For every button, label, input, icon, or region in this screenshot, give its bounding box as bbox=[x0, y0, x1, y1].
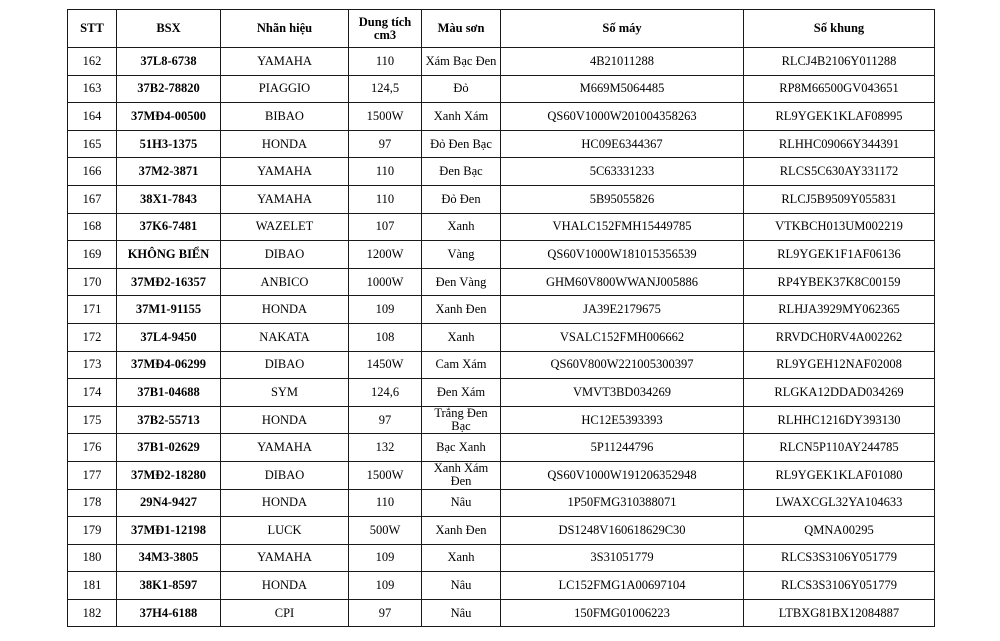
cell-frame-number: RL9YGEK1F1AF06136 bbox=[744, 241, 935, 269]
cell-color: Xanh Đen bbox=[422, 296, 501, 324]
cell-brand: BIBAO bbox=[221, 103, 349, 131]
cell-stt: 172 bbox=[68, 323, 117, 351]
cell-bsx: 37M1-91155 bbox=[117, 296, 221, 324]
cell-bsx: 37H4-6188 bbox=[117, 599, 221, 627]
cell-brand: CPI bbox=[221, 599, 349, 627]
cell-bsx: 37MĐ2-18280 bbox=[117, 461, 221, 489]
cell-capacity: 1500W bbox=[349, 103, 422, 131]
cell-frame-number: QMNA00295 bbox=[744, 517, 935, 545]
header-capacity: Dung tích cm3 bbox=[349, 10, 422, 48]
cell-stt: 181 bbox=[68, 572, 117, 600]
cell-color: Xanh bbox=[422, 213, 501, 241]
cell-engine-number: 5P11244796 bbox=[501, 434, 744, 462]
cell-stt: 165 bbox=[68, 130, 117, 158]
cell-engine-number: 1P50FMG310388071 bbox=[501, 489, 744, 517]
table-row bbox=[68, 572, 935, 600]
cell-color: Cam Xám bbox=[422, 351, 501, 379]
cell-bsx: 37MĐ2-16357 bbox=[117, 268, 221, 296]
table-row bbox=[68, 268, 935, 296]
cell-bsx: 34M3-3805 bbox=[117, 544, 221, 572]
cell-color: Nâu bbox=[422, 599, 501, 627]
cell-capacity: 97 bbox=[349, 406, 422, 434]
cell-color: Đỏ Đen bbox=[422, 185, 501, 213]
cell-stt: 180 bbox=[68, 544, 117, 572]
cell-bsx: 51H3-1375 bbox=[117, 130, 221, 158]
cell-capacity: 97 bbox=[349, 130, 422, 158]
cell-brand: DIBAO bbox=[221, 241, 349, 269]
table-row bbox=[68, 489, 935, 517]
cell-color: Vàng bbox=[422, 241, 501, 269]
cell-color: Xanh Xám bbox=[422, 103, 501, 131]
cell-engine-number: GHM60V800WWANJ005886 bbox=[501, 268, 744, 296]
header-stt: STT bbox=[68, 10, 117, 48]
cell-stt: 176 bbox=[68, 434, 117, 462]
cell-color: Xanh bbox=[422, 323, 501, 351]
cell-frame-number: RLHJA3929MY062365 bbox=[744, 296, 935, 324]
cell-capacity: 109 bbox=[349, 296, 422, 324]
cell-frame-number: RP8M66500GV043651 bbox=[744, 75, 935, 103]
header-frame-number: Số khung bbox=[744, 10, 935, 48]
cell-color: Trắng Đen Bạc bbox=[422, 406, 501, 434]
cell-capacity: 110 bbox=[349, 185, 422, 213]
cell-engine-number: QS60V1000W191206352948 bbox=[501, 461, 744, 489]
cell-frame-number: RP4YBEK37K8C00159 bbox=[744, 268, 935, 296]
cell-brand: YAMAHA bbox=[221, 158, 349, 186]
cell-brand: HONDA bbox=[221, 572, 349, 600]
cell-frame-number: RL9YGEK1KLAF08995 bbox=[744, 103, 935, 131]
cell-frame-number: RLCS5C630AY331172 bbox=[744, 158, 935, 186]
cell-color: Xám Bạc Đen bbox=[422, 48, 501, 76]
cell-bsx: 38K1-8597 bbox=[117, 572, 221, 600]
cell-bsx: KHÔNG BIỂN bbox=[117, 241, 221, 269]
cell-capacity: 132 bbox=[349, 434, 422, 462]
cell-color: Đỏ Đen Bạc bbox=[422, 130, 501, 158]
header-bsx: BSX bbox=[117, 10, 221, 48]
cell-stt: 171 bbox=[68, 296, 117, 324]
cell-engine-number: QS60V1000W181015356539 bbox=[501, 241, 744, 269]
cell-frame-number: RLHHC09066Y344391 bbox=[744, 130, 935, 158]
cell-brand: YAMAHA bbox=[221, 544, 349, 572]
cell-engine-number: 150FMG01006223 bbox=[501, 599, 744, 627]
cell-frame-number: RL9YGEK1KLAF01080 bbox=[744, 461, 935, 489]
table-row bbox=[68, 599, 935, 627]
cell-brand: HONDA bbox=[221, 489, 349, 517]
cell-frame-number: RLCJ5B9509Y055831 bbox=[744, 185, 935, 213]
cell-stt: 173 bbox=[68, 351, 117, 379]
header-color: Màu sơn bbox=[422, 10, 501, 48]
cell-frame-number: RLGKA12DDAD034269 bbox=[744, 379, 935, 407]
cell-engine-number: 4B21011288 bbox=[501, 48, 744, 76]
cell-engine-number: HC12E5393393 bbox=[501, 406, 744, 434]
cell-bsx: 37L8-6738 bbox=[117, 48, 221, 76]
cell-capacity: 124,5 bbox=[349, 75, 422, 103]
cell-capacity: 500W bbox=[349, 517, 422, 545]
cell-brand: ANBICO bbox=[221, 268, 349, 296]
cell-engine-number: LC152FMG1A00697104 bbox=[501, 572, 744, 600]
cell-capacity: 110 bbox=[349, 48, 422, 76]
table-row bbox=[68, 75, 935, 103]
cell-engine-number: 3S31051779 bbox=[501, 544, 744, 572]
table-row bbox=[68, 296, 935, 324]
header-engine-number: Số máy bbox=[501, 10, 744, 48]
cell-bsx: 37B2-55713 bbox=[117, 406, 221, 434]
cell-capacity: 1200W bbox=[349, 241, 422, 269]
header-row bbox=[68, 10, 935, 48]
header-brand: Nhãn hiệu bbox=[221, 10, 349, 48]
cell-stt: 163 bbox=[68, 75, 117, 103]
cell-bsx: 37B1-04688 bbox=[117, 379, 221, 407]
cell-capacity: 1500W bbox=[349, 461, 422, 489]
cell-stt: 166 bbox=[68, 158, 117, 186]
cell-stt: 169 bbox=[68, 241, 117, 269]
cell-engine-number: QS60V800W221005300397 bbox=[501, 351, 744, 379]
cell-bsx: 29N4-9427 bbox=[117, 489, 221, 517]
cell-brand: YAMAHA bbox=[221, 48, 349, 76]
cell-stt: 177 bbox=[68, 461, 117, 489]
cell-engine-number: VSALC152FMH006662 bbox=[501, 323, 744, 351]
cell-color: Đen Bạc bbox=[422, 158, 501, 186]
cell-engine-number: VHALC152FMH15449785 bbox=[501, 213, 744, 241]
cell-color: Xanh Xám Đen bbox=[422, 461, 501, 489]
cell-frame-number: RL9YGEH12NAF02008 bbox=[744, 351, 935, 379]
cell-brand: HONDA bbox=[221, 296, 349, 324]
cell-stt: 175 bbox=[68, 406, 117, 434]
table-row bbox=[68, 241, 935, 269]
cell-brand: PIAGGIO bbox=[221, 75, 349, 103]
cell-brand: WAZELET bbox=[221, 213, 349, 241]
cell-frame-number: LWAXCGL32YA104633 bbox=[744, 489, 935, 517]
cell-color: Xanh Đen bbox=[422, 517, 501, 545]
cell-capacity: 1450W bbox=[349, 351, 422, 379]
cell-frame-number: RLCS3S3106Y051779 bbox=[744, 572, 935, 600]
table-row bbox=[68, 48, 935, 76]
cell-stt: 182 bbox=[68, 599, 117, 627]
cell-brand: LUCK bbox=[221, 517, 349, 545]
cell-engine-number: DS1248V160618629C30 bbox=[501, 517, 744, 545]
cell-bsx: 37MĐ4-00500 bbox=[117, 103, 221, 131]
cell-stt: 179 bbox=[68, 517, 117, 545]
cell-stt: 164 bbox=[68, 103, 117, 131]
table-row bbox=[68, 379, 935, 407]
cell-frame-number: RRVDCH0RV4A002262 bbox=[744, 323, 935, 351]
cell-stt: 162 bbox=[68, 48, 117, 76]
cell-capacity: 124,6 bbox=[349, 379, 422, 407]
table-row bbox=[68, 406, 935, 434]
cell-color: Xanh bbox=[422, 544, 501, 572]
cell-bsx: 37M2-3871 bbox=[117, 158, 221, 186]
cell-stt: 167 bbox=[68, 185, 117, 213]
cell-engine-number: QS60V1000W201004358263 bbox=[501, 103, 744, 131]
cell-brand: YAMAHA bbox=[221, 185, 349, 213]
table-row bbox=[68, 103, 935, 131]
cell-capacity: 110 bbox=[349, 158, 422, 186]
cell-brand: SYM bbox=[221, 379, 349, 407]
cell-engine-number: HC09E6344367 bbox=[501, 130, 744, 158]
table-row bbox=[68, 434, 935, 462]
cell-capacity: 109 bbox=[349, 544, 422, 572]
cell-color: Đỏ bbox=[422, 75, 501, 103]
cell-stt: 170 bbox=[68, 268, 117, 296]
cell-bsx: 37B1-02629 bbox=[117, 434, 221, 462]
cell-bsx: 37MĐ1-12198 bbox=[117, 517, 221, 545]
cell-engine-number: M669M5064485 bbox=[501, 75, 744, 103]
table-row bbox=[68, 213, 935, 241]
table-row bbox=[68, 461, 935, 489]
cell-bsx: 37K6-7481 bbox=[117, 213, 221, 241]
table-row bbox=[68, 544, 935, 572]
table-row bbox=[68, 130, 935, 158]
cell-frame-number: RLCJ4B2106Y011288 bbox=[744, 48, 935, 76]
cell-stt: 178 bbox=[68, 489, 117, 517]
cell-color: Bạc Xanh bbox=[422, 434, 501, 462]
cell-stt: 174 bbox=[68, 379, 117, 407]
table-row bbox=[68, 185, 935, 213]
cell-bsx: 37MĐ4-06299 bbox=[117, 351, 221, 379]
table-row bbox=[68, 323, 935, 351]
cell-brand: HONDA bbox=[221, 130, 349, 158]
vehicle-table bbox=[67, 9, 935, 627]
cell-brand: DIBAO bbox=[221, 351, 349, 379]
cell-frame-number: VTKBCH013UM002219 bbox=[744, 213, 935, 241]
cell-bsx: 37L4-9450 bbox=[117, 323, 221, 351]
cell-frame-number: RLHHC1216DY393130 bbox=[744, 406, 935, 434]
table-row bbox=[68, 158, 935, 186]
cell-color: Nâu bbox=[422, 489, 501, 517]
cell-brand: YAMAHA bbox=[221, 434, 349, 462]
cell-capacity: 109 bbox=[349, 572, 422, 600]
cell-color: Nâu bbox=[422, 572, 501, 600]
cell-engine-number: VMVT3BD034269 bbox=[501, 379, 744, 407]
cell-bsx: 38X1-7843 bbox=[117, 185, 221, 213]
cell-brand: NAKATA bbox=[221, 323, 349, 351]
cell-engine-number: 5C63331233 bbox=[501, 158, 744, 186]
cell-capacity: 108 bbox=[349, 323, 422, 351]
cell-engine-number: 5B95055826 bbox=[501, 185, 744, 213]
cell-brand: DIBAO bbox=[221, 461, 349, 489]
cell-engine-number: JA39E2179675 bbox=[501, 296, 744, 324]
cell-capacity: 97 bbox=[349, 599, 422, 627]
cell-color: Đen Vàng bbox=[422, 268, 501, 296]
cell-frame-number: LTBXG81BX12084887 bbox=[744, 599, 935, 627]
cell-capacity: 1000W bbox=[349, 268, 422, 296]
table-row bbox=[68, 517, 935, 545]
cell-brand: HONDA bbox=[221, 406, 349, 434]
cell-frame-number: RLCS3S3106Y051779 bbox=[744, 544, 935, 572]
table-row bbox=[68, 351, 935, 379]
cell-capacity: 107 bbox=[349, 213, 422, 241]
cell-color: Đen Xám bbox=[422, 379, 501, 407]
cell-capacity: 110 bbox=[349, 489, 422, 517]
cell-stt: 168 bbox=[68, 213, 117, 241]
cell-bsx: 37B2-78820 bbox=[117, 75, 221, 103]
cell-frame-number: RLCN5P110AY244785 bbox=[744, 434, 935, 462]
